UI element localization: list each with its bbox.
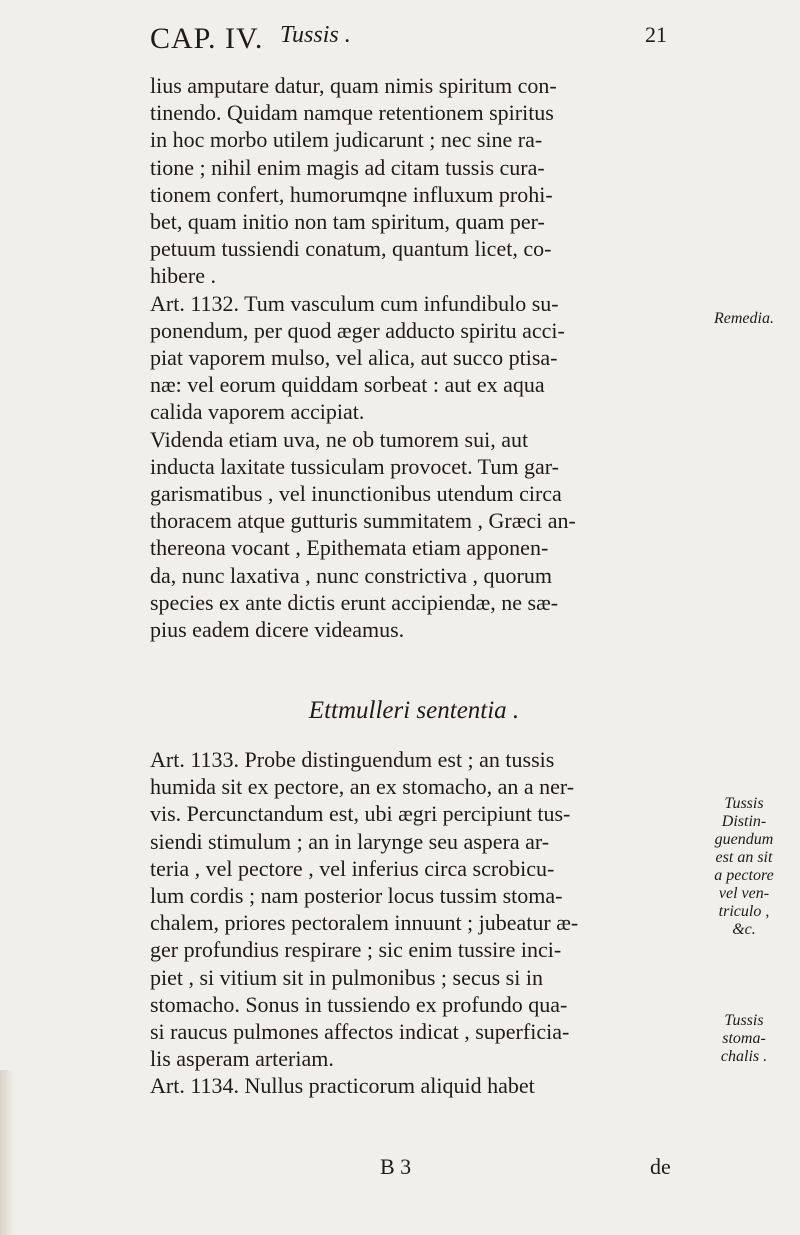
text-line: ger profundius respirare ; sic enim tussire inci- [150,937,562,963]
text-line: Art. 1132. Tum vasculum cum infundibulo su- [150,290,559,316]
paragraph-art-1132 [150,72,678,643]
text-line: thereona vocant , Epithemata etiam apponen- [150,535,549,561]
page-edge-shadow [0,1070,14,1235]
margin-line: chalis . [720,1048,768,1065]
marginal-note-remedia [688,310,800,328]
text-line: næ: vel eorum quiddam sorbeat : aut ex aqua [150,372,545,398]
text-line: ponendum, per quod æger adducto spiritu acci- [150,317,565,343]
text-line: Art. 1133. Probe distinguendum est ; an tussis [150,747,555,772]
text-line: vis. Percunctandum est, ubi ægri percipiunt tus- [150,801,571,827]
section-heading: Ettmulleri sententia . [308,697,520,724]
margin-line: Tussis [724,1012,764,1029]
text-line: inducta laxitate tussiculam provocet. Tum gar- [150,453,559,479]
paragraph-art-1133 [150,746,678,1100]
text-line: tinendo. Quidam namque retentionem spiritus [150,100,554,126]
chapter-label: CAP. IV. [150,22,264,55]
text-line: piet , si vitium sit in pulmonibus ; secus si in [150,964,543,990]
margin-line: stoma- [722,1030,766,1047]
text-line: pius eadem dicere videamus. [150,617,405,643]
text-line: stomacho. Sonus in tussiendo ex profundo qua- [150,991,568,1017]
margin-line: triculo , [718,903,770,920]
text-line: thoracem atque gutturis summitatem , Græci an- [150,508,576,534]
margin-line: Distin- [721,813,767,830]
text-line: Art. 1134. Nullus practicorum aliquid habet [150,1073,535,1099]
text-line: piat vaporem mulso, vel alica, aut succo ptisa- [150,345,558,371]
text-line: lius amputare datur, quam nimis spiritum con- [150,73,557,98]
catchword: de [650,1154,671,1179]
running-head [150,22,680,62]
text-line: Videnda etiam uva, ne ob tumorem sui, aut [150,426,529,452]
text-line: tione ; nihil enim magis ad citam tussis cura- [150,154,545,180]
margin-line: &c. [732,921,756,938]
text-line: si raucus pulmones affectos indicat , superficia- [150,1019,570,1045]
text-line: petuum tussiendi conatum, quantum licet, co- [150,236,552,262]
text-line: garismatibus , vel inunctionibus utendum circa [150,481,562,507]
text-line: lis asperam arteriam. [150,1046,334,1072]
text-line: tionem confert, humorumqne influxum prohi- [150,181,553,207]
text-line: hibere . [150,263,216,289]
marginal-note-tussis-stomachalis [688,1012,800,1066]
text-line: species ex ante dictis erunt accipiendæ, ne sæ- [150,589,559,615]
margin-line: Tussis [724,795,764,812]
text-line: siendi stimulum ; an in larynge seu aspera ar- [150,828,550,854]
running-title: Tussis . [280,22,351,48]
marginal-note-distinguendum [688,795,800,939]
text-line: calida vaporem accipiat. [150,399,365,425]
margin-line: est an sit [715,849,773,866]
text-line: bet, quam initio non tam spiritum, quam per- [150,209,545,235]
margin-line: a pectore [714,867,774,884]
page-number: 21 [645,22,667,47]
text-line: da, nunc laxativa , nunc constrictiva , quorum [150,562,552,588]
text-line: lum cordis ; nam posterior locus tussim stoma- [150,883,563,909]
text-line: teria , vel pectore , vel inferius circa scrobicu- [150,855,555,881]
margin-line: Remedia. [714,310,774,327]
signature-mark: B 3 [380,1154,412,1179]
text-line: humida sit ex pectore, an ex stomacho, an a ner- [150,774,575,800]
margin-line: guendum [714,831,774,848]
margin-line: vel ven- [718,885,770,902]
text-line: in hoc morbo utilem judicarunt ; nec sine ra- [150,127,543,153]
text-line: chalem, priores pectoralem innuunt ; jubeatur æ- [150,910,579,936]
